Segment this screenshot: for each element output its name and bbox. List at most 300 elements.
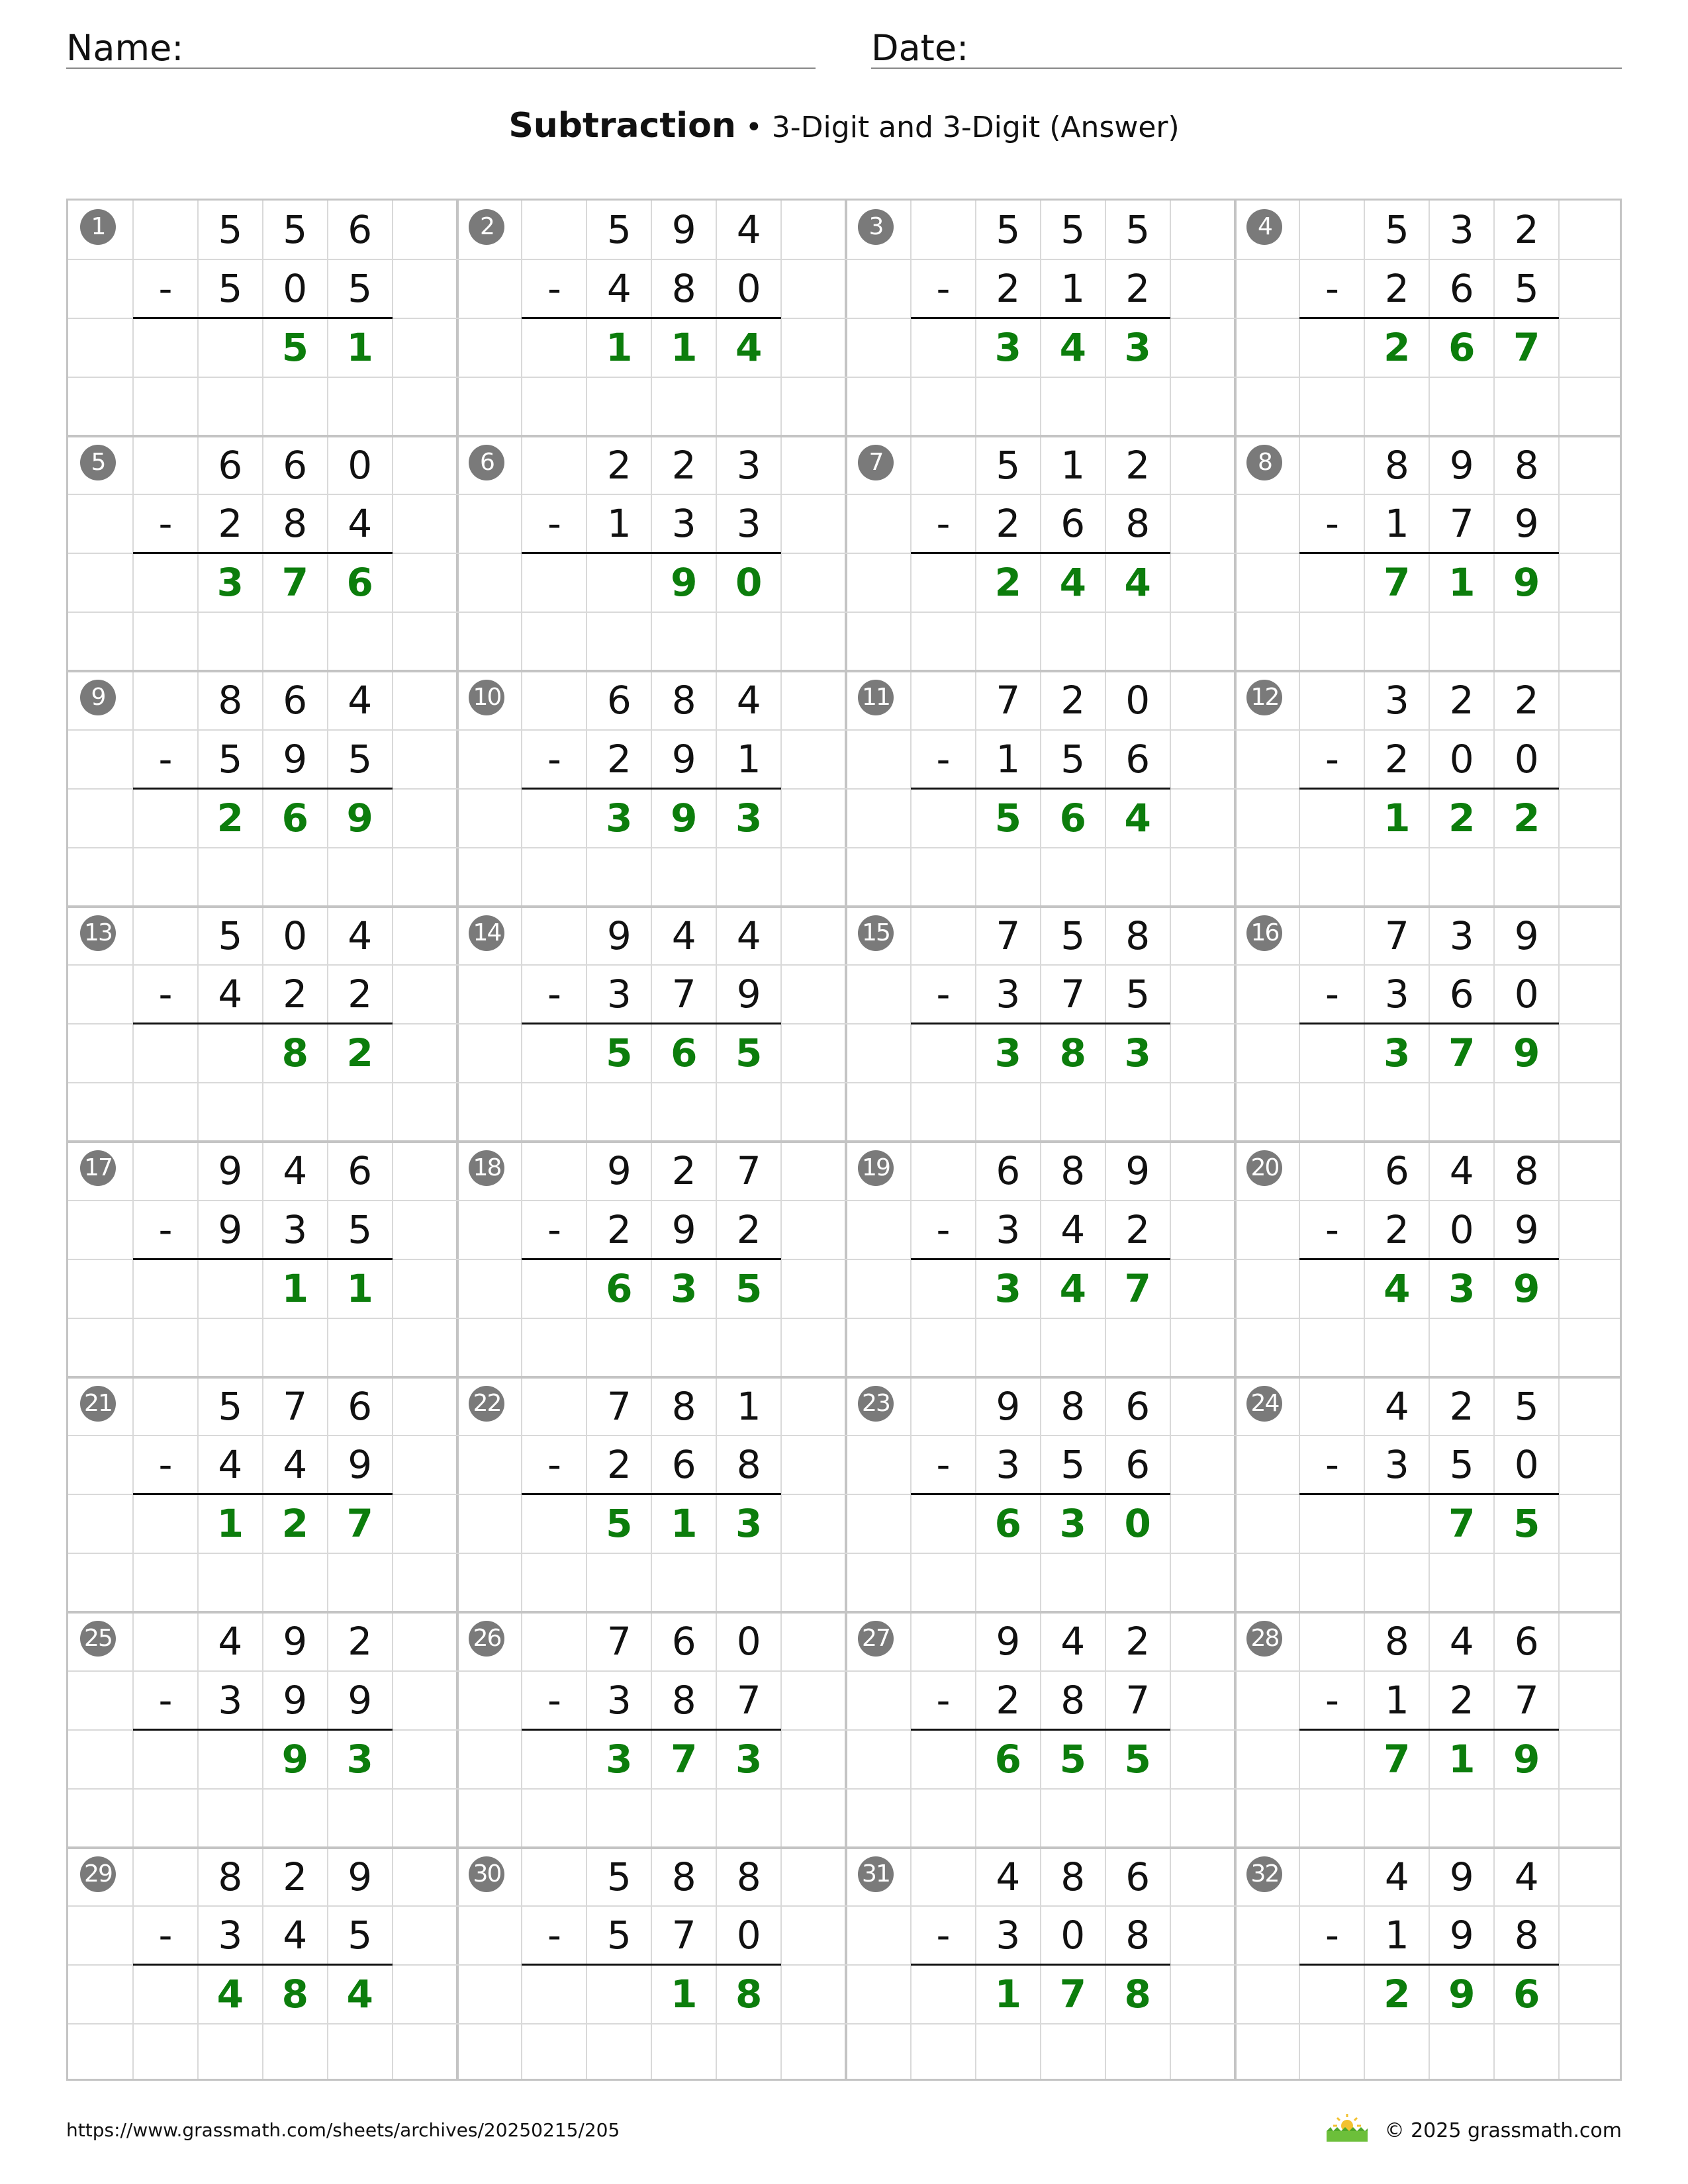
answer-digit: 3 [216,560,244,606]
minuend-digit: 4 [348,678,373,723]
subtrahend-digit: 0 [1449,1206,1474,1252]
answer-digit: 6 [1513,1972,1540,2017]
subtrahend-digit: 0 [283,265,308,311]
minuend-digit: 4 [736,207,761,252]
subtrahend-digit: 8 [1514,1913,1539,1958]
problem-28 [1235,1612,1624,1848]
answer-digit: 6 [606,1265,633,1311]
subtrahend-digit: 2 [283,972,308,1017]
minuend-digit: 0 [283,913,308,958]
title-main: Subtraction [508,106,736,146]
minuend-digit: 9 [348,1854,373,1899]
answer-digit: 6 [671,1030,698,1076]
minuend-digit: 4 [1060,1619,1086,1664]
problem-number-badge: 19 [858,1150,894,1186]
problem-number-badge: 30 [469,1856,504,1892]
problem-number-badge: 9 [80,680,116,715]
minuend-digit: 5 [606,1854,632,1899]
minuend-digit: 7 [1384,913,1409,958]
subtrahend-digit: 8 [671,1677,696,1723]
subtrahend-digit: 6 [1125,736,1150,782]
answer-digit: 1 [671,1972,698,2017]
answer-digit: 4 [1383,1265,1411,1311]
problem-15 [846,907,1235,1142]
minus-sign: - [158,501,173,547]
answer-digit: 9 [346,795,373,841]
answer-digit: 1 [994,1972,1021,2017]
answer-digit: 4 [1059,324,1086,370]
minus-sign: - [1325,1442,1339,1488]
problem-number-badge: 26 [469,1621,504,1657]
minus-sign: - [547,265,561,311]
answer-digit: 3 [606,795,633,841]
minuend-digit: 3 [736,442,761,488]
answer-digit: 9 [281,1736,308,1782]
minuend-digit: 9 [996,1619,1021,1664]
minuend-digit: 8 [671,1854,696,1899]
minuend-digit: 2 [1125,1619,1150,1664]
answer-digit: 7 [671,1736,698,1782]
answer-digit: 6 [994,1501,1021,1547]
subtrahend-digit: 2 [1384,736,1409,782]
answer-digit: 1 [216,1501,244,1547]
minuend-digit: 9 [218,1148,243,1193]
subtrahend-digit: 4 [283,1442,308,1488]
subtrahend-digit: 0 [736,265,761,311]
minus-sign: - [547,501,561,547]
minuend-digit: 3 [1384,678,1409,723]
subtrahend-digit: 2 [1125,1206,1150,1252]
minuend-digit: 0 [1125,678,1150,723]
minus-sign: - [1325,265,1339,311]
minus-sign: - [158,1913,173,1958]
answer-digit: 3 [994,324,1021,370]
problem-14 [457,907,847,1142]
minuend-digit: 4 [1514,1854,1539,1899]
minus-sign: - [547,1442,561,1488]
subtrahend-digit: 4 [283,1913,308,1958]
minuend-digit: 0 [736,1619,761,1664]
subtrahend-digit: 4 [218,972,243,1017]
minuend-digit: 7 [996,913,1021,958]
answer-digit: 1 [671,324,698,370]
subtrahend-digit: 9 [218,1206,243,1252]
answer-digit: 2 [1383,1972,1411,2017]
subtrahend-digit: 5 [1060,736,1086,782]
minuend-digit: 9 [606,1148,632,1193]
subtrahend-digit: 3 [736,501,761,547]
subtrahend-digit: 8 [671,265,696,311]
answer-digit: 4 [1124,795,1151,841]
minuend-digit: 4 [671,913,696,958]
problem-23 [846,1377,1235,1613]
problem-26 [457,1612,847,1848]
subtrahend-digit: 7 [671,1913,696,1958]
minuend-digit: 8 [1060,1148,1086,1193]
minuend-digit: 8 [218,1854,243,1899]
minuend-digit: 6 [996,1148,1021,1193]
answer-digit: 1 [606,324,633,370]
worksheet-title [0,106,1688,146]
subtrahend-digit: 7 [736,1677,761,1723]
subtrahend-digit: 2 [606,1442,632,1488]
problem-number-badge: 12 [1246,680,1282,715]
minuend-digit: 8 [1514,1148,1539,1193]
minuend-digit: 5 [1384,207,1409,252]
problem-20 [1235,1142,1624,1377]
subtrahend-digit: 9 [1514,1206,1539,1252]
subtrahend-digit: 1 [606,501,632,547]
problem-25 [68,1612,457,1848]
answer-digit: 4 [1059,560,1086,606]
footer-copyright: © 2025 grassmath.com [1384,2119,1622,2142]
minuend-digit: 6 [1384,1148,1409,1193]
answer-digit: 1 [1383,795,1411,841]
minuend-digit: 5 [996,207,1021,252]
minuend-digit: 5 [218,1383,243,1429]
subtrahend-digit: 5 [348,736,373,782]
subtrahend-digit: 0 [1514,736,1539,782]
answer-digit: 1 [346,1265,373,1311]
problem-number-badge: 11 [858,680,894,715]
subtrahend-digit: 3 [218,1677,243,1723]
answer-digit: 5 [1059,1736,1086,1782]
problem-number-badge: 7 [858,445,894,480]
minuend-digit: 5 [996,442,1021,488]
minuend-digit: 9 [606,913,632,958]
subtrahend-digit: 1 [1384,1677,1409,1723]
minuend-digit: 1 [1060,442,1086,488]
subtrahend-digit: 3 [996,1913,1021,1958]
subtrahend-digit: 9 [283,1677,308,1723]
problem-16 [1235,907,1624,1142]
minuend-digit: 8 [671,678,696,723]
minuend-digit: 8 [218,678,243,723]
minuend-digit: 6 [283,678,308,723]
minus-sign: - [547,1206,561,1252]
answer-digit: 8 [1059,1030,1086,1076]
subtrahend-digit: 9 [1449,1913,1474,1958]
date-label: Date: [871,27,969,69]
minus-sign: - [547,972,561,1017]
answer-digit: 6 [281,795,308,841]
minus-sign: - [936,265,951,311]
subtrahend-digit: 5 [1125,972,1150,1017]
minus-sign: - [158,1206,173,1252]
subtrahend-digit: 0 [1514,1442,1539,1488]
minuend-digit: 8 [1384,1619,1409,1664]
answer-digit: 9 [1513,1030,1540,1076]
answer-digit: 3 [1383,1030,1411,1076]
problem-number-badge: 22 [469,1386,504,1422]
subtrahend-digit: 9 [736,972,761,1017]
subtrahend-digit: 3 [1384,1442,1409,1488]
minus-sign: - [1325,1677,1339,1723]
problem-4 [1235,201,1624,436]
problem-19 [846,1142,1235,1377]
problem-1 [68,201,457,436]
minus-sign: - [158,1442,173,1488]
minuend-digit: 5 [218,207,243,252]
subtrahend-digit: 2 [606,1206,632,1252]
subtrahend-digit: 9 [1514,501,1539,547]
subtrahend-digit: 7 [671,972,696,1017]
problem-6 [457,436,847,672]
subtrahend-digit: 8 [1060,1677,1086,1723]
subtrahend-digit: 5 [348,265,373,311]
subtrahend-digit: 0 [736,1913,761,1958]
minuend-digit: 2 [671,1148,696,1193]
problem-number-badge: 27 [858,1621,894,1657]
minuend-digit: 4 [1449,1619,1474,1664]
answer-digit: 4 [1124,560,1151,606]
answer-digit: 4 [735,324,763,370]
answer-digit: 3 [735,1736,763,1782]
problem-17 [68,1142,457,1377]
minuend-digit: 5 [283,207,308,252]
answer-digit: 9 [1448,1972,1476,2017]
subtrahend-digit: 5 [606,1913,632,1958]
minuend-digit: 5 [1125,207,1150,252]
minuend-digit: 5 [1060,207,1086,252]
minuend-digit: 6 [671,1619,696,1664]
subtrahend-digit: 6 [1449,265,1474,311]
subtrahend-digit: 3 [671,501,696,547]
answer-digit: 7 [1124,1265,1151,1311]
subtrahend-digit: 7 [1060,972,1086,1017]
minuend-digit: 6 [348,1148,373,1193]
answer-digit: 7 [1383,1736,1411,1782]
problem-12 [1235,671,1624,907]
problem-10 [457,671,847,907]
subtrahend-digit: 5 [218,736,243,782]
minuend-digit: 3 [1449,913,1474,958]
minus-sign: - [158,736,173,782]
answer-digit: 6 [1059,795,1086,841]
minuend-digit: 4 [348,913,373,958]
problem-number-badge: 17 [80,1150,116,1186]
name-field[interactable] [66,23,816,69]
answer-digit: 3 [1059,1501,1086,1547]
answer-digit: 3 [1124,1030,1151,1076]
answer-digit: 7 [1059,1972,1086,2017]
answer-digit: 9 [671,560,698,606]
minuend-digit: 8 [736,1854,761,1899]
minuend-digit: 4 [283,1148,308,1193]
answer-digit: 5 [735,1265,763,1311]
minuend-digit: 9 [1449,1854,1474,1899]
subtrahend-digit: 0 [1060,1913,1086,1958]
problem-5 [68,436,457,672]
answer-digit: 7 [346,1501,373,1547]
problem-2 [457,201,847,436]
subtrahend-digit: 5 [218,265,243,311]
answer-digit: 1 [1448,560,1476,606]
subtrahend-digit: 5 [1060,1442,1086,1488]
problem-number-badge: 18 [469,1150,504,1186]
name-label: Name: [66,27,184,69]
problem-number-badge: 31 [858,1856,894,1892]
answer-digit: 5 [1124,1736,1151,1782]
answer-digit: 3 [735,795,763,841]
subtrahend-digit: 5 [1449,1442,1474,1488]
subtrahend-digit: 8 [283,501,308,547]
minus-sign: - [936,501,951,547]
subtrahend-digit: 2 [218,501,243,547]
minuend-digit: 0 [348,442,373,488]
answer-digit: 3 [606,1736,633,1782]
minus-sign: - [1325,1913,1339,1958]
subtrahend-digit: 1 [736,736,761,782]
problem-number-badge: 23 [858,1386,894,1422]
subtrahend-digit: 3 [283,1206,308,1252]
problem-number-badge: 25 [80,1621,116,1657]
minuend-digit: 2 [1125,442,1150,488]
grass-sun-logo-icon [1324,2111,1370,2143]
minuend-digit: 6 [218,442,243,488]
problem-number-badge: 29 [80,1856,116,1892]
answer-digit: 2 [1383,324,1411,370]
problem-11 [846,671,1235,907]
minuend-digit: 4 [736,913,761,958]
minuend-digit: 8 [1060,1854,1086,1899]
minuend-digit: 5 [606,207,632,252]
problem-27 [846,1612,1235,1848]
subtrahend-digit: 1 [1060,265,1086,311]
answer-digit: 5 [606,1501,633,1547]
problem-number-badge: 1 [80,209,116,245]
subtrahend-digit: 6 [1125,1442,1150,1488]
answer-digit: 5 [606,1030,633,1076]
subtrahend-digit: 0 [1514,972,1539,1017]
date-field[interactable] [871,23,1622,69]
problem-29 [68,1848,457,2083]
answer-digit: 5 [735,1030,763,1076]
answer-digit: 1 [281,1265,308,1311]
subtrahend-digit: 3 [218,1913,243,1958]
subtrahend-digit: 3 [996,1206,1021,1252]
problem-9 [68,671,457,907]
answer-digit: 6 [994,1736,1021,1782]
subtrahend-digit: 4 [1060,1206,1086,1252]
answer-digit: 7 [1448,1501,1476,1547]
subtrahend-digit: 9 [671,736,696,782]
problem-number-badge: 5 [80,445,116,480]
subtrahend-digit: 6 [1449,972,1474,1017]
minuend-digit: 8 [1384,442,1409,488]
subtrahend-digit: 4 [218,1442,243,1488]
minus-sign: - [936,972,951,1017]
answer-digit: 7 [281,560,308,606]
minuend-digit: 9 [1449,442,1474,488]
answer-digit: 5 [1513,1501,1540,1547]
subtrahend-digit: 9 [348,1677,373,1723]
footer-url[interactable]: https://www.grassmath.com/sheets/archives/20250215/205 [66,2119,620,2141]
minus-sign: - [936,1913,951,1958]
minus-sign: - [936,1677,951,1723]
minus-sign: - [1325,736,1339,782]
problem-32 [1235,1848,1624,2083]
answer-digit: 2 [1448,795,1476,841]
minuend-digit: 9 [1125,1148,1150,1193]
problem-22 [457,1377,847,1613]
minuend-digit: 2 [671,442,696,488]
minuend-digit: 4 [736,678,761,723]
problem-18 [457,1142,847,1377]
minuend-digit: 8 [671,1383,696,1429]
subtrahend-digit: 2 [606,736,632,782]
minuend-digit: 2 [1060,678,1086,723]
subtrahend-digit: 5 [348,1913,373,1958]
minus-sign: - [547,1913,561,1958]
problem-3 [846,201,1235,436]
answer-digit: 0 [735,560,763,606]
subtrahend-digit: 8 [1125,501,1150,547]
minuend-digit: 9 [283,1619,308,1664]
title-subtitle: • 3-Digit and 3-Digit (Answer) [735,111,1180,144]
problem-31 [846,1848,1235,2083]
minuend-digit: 2 [283,1854,308,1899]
problem-number-badge: 3 [858,209,894,245]
subtrahend-digit: 2 [1449,1677,1474,1723]
subtrahend-digit: 1 [1384,501,1409,547]
minuend-digit: 4 [1384,1854,1409,1899]
answer-digit: 1 [671,1501,698,1547]
subtrahend-digit: 5 [1514,265,1539,311]
subtrahend-digit: 2 [1384,1206,1409,1252]
minuend-digit: 2 [1449,678,1474,723]
minus-sign: - [936,1206,951,1252]
subtrahend-digit: 3 [996,972,1021,1017]
answer-digit: 7 [1448,1030,1476,1076]
minuend-digit: 6 [1125,1383,1150,1429]
subtrahend-digit: 1 [1384,1913,1409,1958]
problem-number-badge: 4 [1246,209,1282,245]
answer-digit: 2 [346,1030,373,1076]
subtrahend-digit: 2 [996,501,1021,547]
answer-digit: 5 [994,795,1021,841]
minuend-digit: 6 [1125,1854,1150,1899]
subtrahend-digit: 7 [1449,501,1474,547]
subtrahend-digit: 0 [1449,736,1474,782]
answer-digit: 2 [216,795,244,841]
answer-digit: 3 [1448,1265,1476,1311]
subtrahend-digit: 7 [1514,1677,1539,1723]
problem-21 [68,1377,457,1613]
answer-digit: 9 [1513,1736,1540,1782]
subtrahend-digit: 5 [348,1206,373,1252]
minuend-digit: 2 [1514,678,1539,723]
subtrahend-digit: 7 [1125,1677,1150,1723]
minus-sign: - [1325,501,1339,547]
answer-digit: 1 [1448,1736,1476,1782]
subtrahend-digit: 3 [606,1677,632,1723]
answer-digit: 2 [1513,795,1540,841]
minuend-digit: 7 [606,1383,632,1429]
subtrahend-digit: 2 [1125,265,1150,311]
answer-digit: 3 [994,1265,1021,1311]
minuend-digit: 3 [1449,207,1474,252]
minuend-digit: 2 [606,442,632,488]
subtrahend-digit: 2 [996,265,1021,311]
minuend-digit: 5 [218,913,243,958]
answer-digit: 3 [994,1030,1021,1076]
minuend-digit: 5 [1060,913,1086,958]
minuend-digit: 8 [1514,442,1539,488]
minuend-digit: 9 [671,207,696,252]
answer-digit: 2 [281,1501,308,1547]
subtrahend-digit: 3 [1384,972,1409,1017]
